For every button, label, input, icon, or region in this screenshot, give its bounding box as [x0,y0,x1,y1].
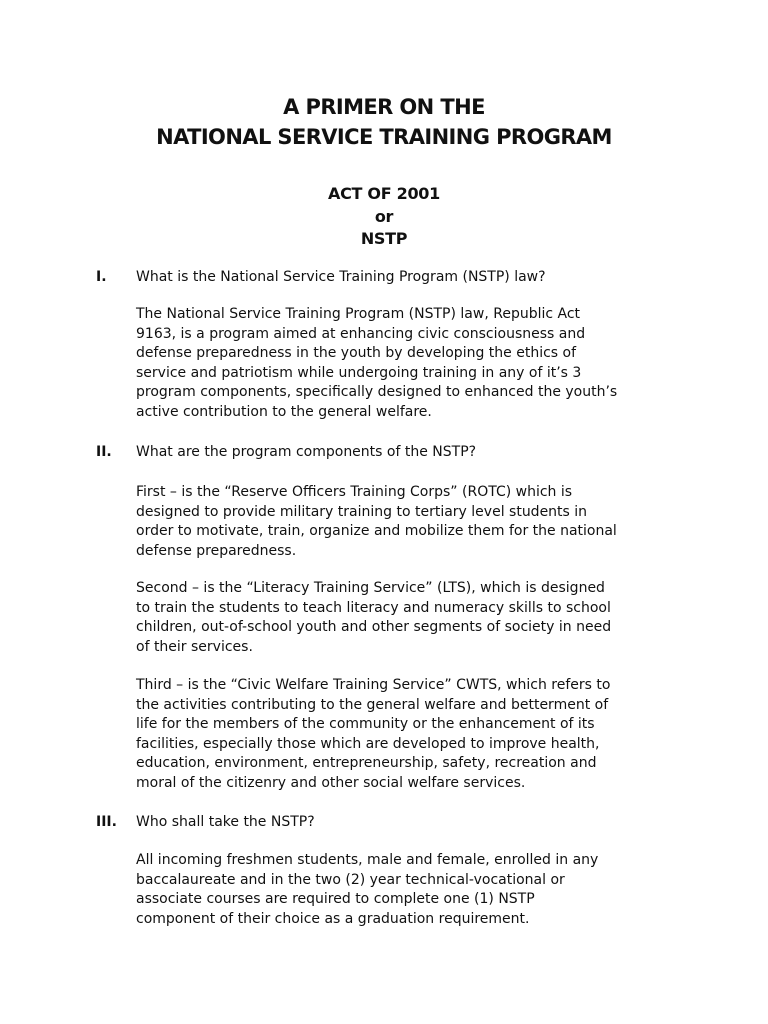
paragraph-line: baccalaureate and in the two (2) year technical-vocational or [136,871,565,888]
paragraph-line: program components, specifically designed to enhanced the youth’s [136,384,618,401]
paragraph-line: life for the members of the community or the enhancement of its [136,716,595,733]
paragraph-line: moral of the citizenry and other social welfare services. [136,775,526,791]
subtitle-line-3: NSTP [360,229,408,248]
paragraph-line: facilities, especially those which are developed to improve health, [136,735,600,752]
paragraph-line: to train the students to teach literacy and numeracy skills to school [136,599,611,616]
document-title-line-1: A PRIMER ON THE [283,95,485,119]
section-number: II. [96,444,112,460]
paragraph-line: designed to provide military training to tertiary level students in [136,503,588,520]
paragraph-line: of their services. [136,638,253,655]
section-number: III. [96,814,117,830]
paragraph-line: All incoming freshmen students, male and female, enrolled in any [136,852,599,868]
section-question: What are the program components of the NSTP? [136,444,477,460]
paragraph-line: order to motivate, train, organize and mobilize them for the national [136,523,617,540]
subtitle-line-2: or [374,207,394,226]
paragraph-line: Second – is the “Literacy Training Service” (LTS), which is designed [136,580,605,596]
paragraph-line: active contribution to the general welfare. [136,404,432,420]
subtitle-line-1: ACT OF 2001 [328,184,440,203]
paragraph-line: component of their choice as a graduation requirement. [136,910,530,927]
document-title-line-2: NATIONAL SERVICE TRAINING PROGRAM [156,125,612,149]
paragraph-line: service and patriotism while undergoing training in any of it’s 3 [136,364,582,381]
paragraph-line: defense preparedness. [136,542,297,559]
paragraph-line: Third – is the “Civic Welfare Training Service” CWTS, which refers to [136,677,611,693]
paragraph-line: defense preparedness in the youth by developing the ethics of [136,345,577,362]
section-number: I. [96,269,107,285]
section-question: Who shall take the NSTP? [136,814,315,830]
paragraph-line: education, environment, entrepreneurship, safety, recreation and [136,755,597,772]
paragraph-line: children, out-of-school youth and other segments of society in need [136,619,612,636]
paragraph-line: associate courses are required to complete one (1) NSTP [136,891,535,908]
paragraph-line: First – is the “Reserve Officers Training Corps” (ROTC) which is [136,484,573,500]
section-question: What is the National Service Training Program (NSTP) law? [136,269,546,285]
paragraph-line: the activities contributing to the general welfare and betterment of [136,696,609,713]
paragraph-line: The National Service Training Program (NSTP) law, Republic Act [136,306,581,322]
paragraph-line: 9163, is a program aimed at enhancing civic consciousness and [136,325,586,342]
